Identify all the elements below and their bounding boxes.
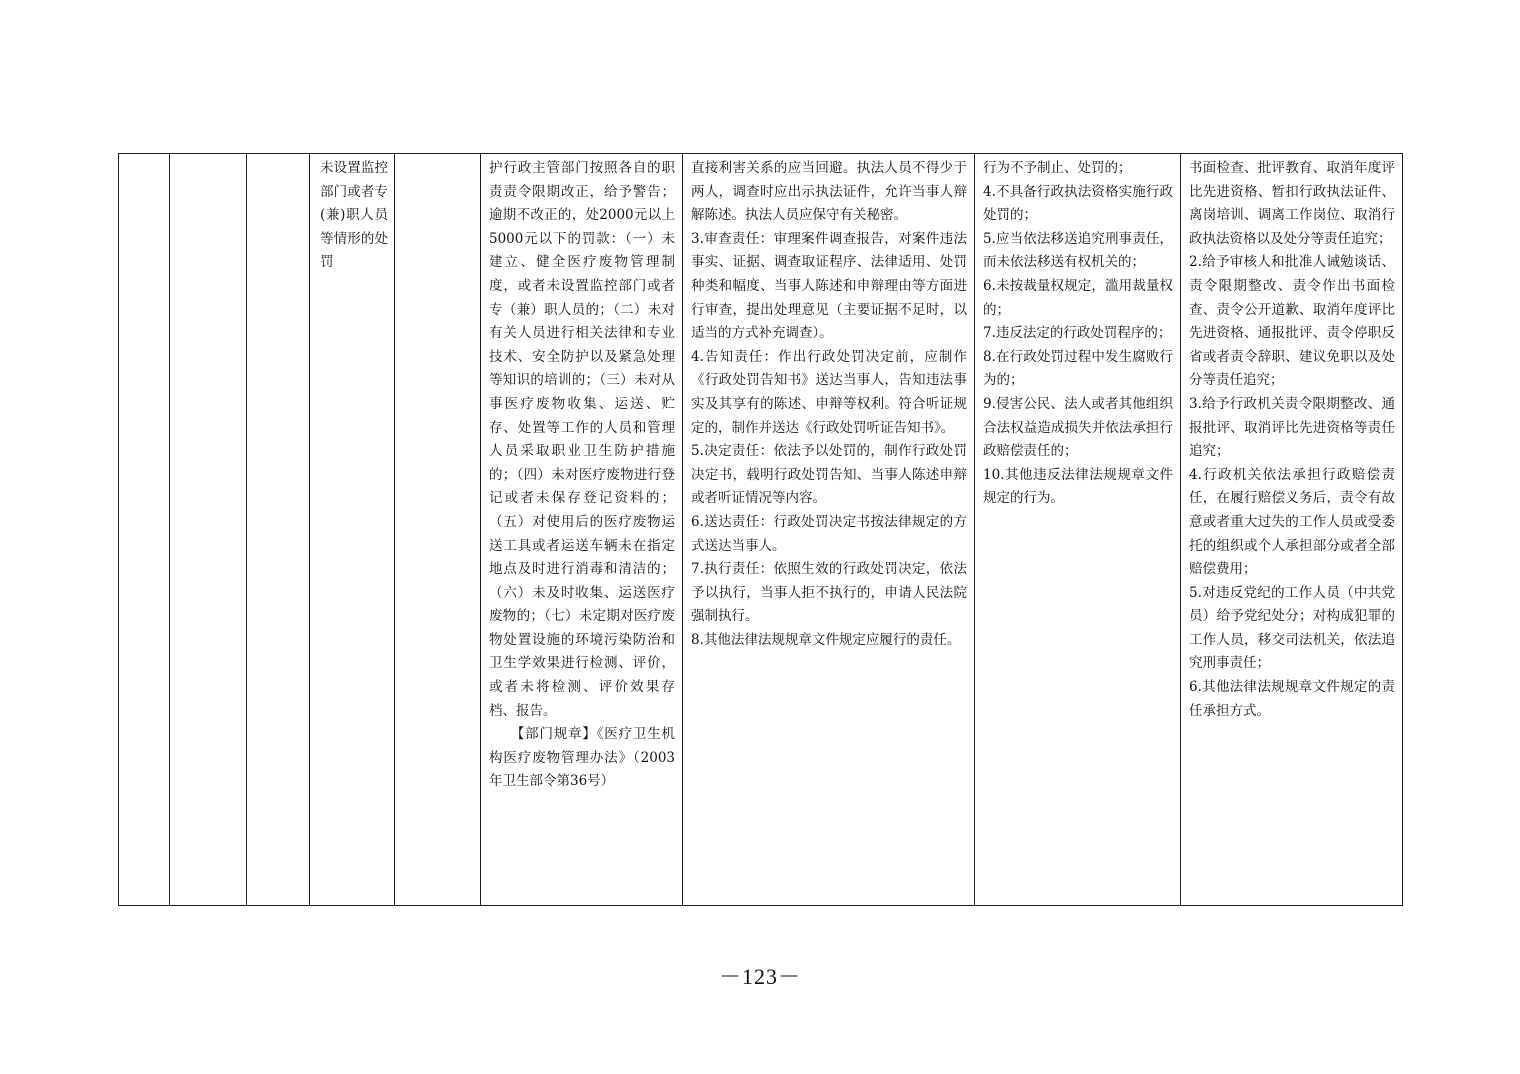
page-number: －123－	[718, 964, 801, 989]
table-cell-col1	[119, 154, 170, 906]
legal-basis-text: 护行政主管部门按照各自的职责责令限期改正，给予警告；逾期不改正的，处2000元以上5000元以下的罚款：（一）未建立、健全医疗废物管理制度，或者未设置监控部门或者专（兼）职人员的；（二）未对有关人员进行相关法律和专业技术、安全防护以及紧急处理等知识的培训的；（三）未对从事医疗废物收集、运送、贮存、处置等工作的人员和管理人员采取职业卫生防护措施的；（四）未对医疗废物进行登记或者未保存登记资料的；（五）对使用后的医疗废物运送工具或者运送车辆未在指定地点及时进行消毒和清洁的；（六）未及时收集、运送医疗废物的；（七）未定期对医疗废物处置设施的环境污染防治和卫生学效果进行检测、评价，或者未将检测、评价效果存档、报告。 【部门规章】《医疗卫生机构医疗废物管理办法》（2003年卫生部令第36号）	[489, 160, 675, 790]
table-cell-item-name	[310, 154, 395, 906]
table-cell-col5	[395, 154, 481, 906]
table-cell-responsibilities	[683, 154, 975, 906]
table-cell-col3	[247, 154, 310, 906]
table-cell-accountability-methods	[1181, 154, 1403, 906]
table-cell-accountability-cases	[975, 154, 1181, 906]
item-name-text: 未设置监控部门或者专(兼)职人员等情形的处罚	[320, 160, 388, 271]
table-cell-legal-basis	[481, 154, 683, 906]
responsibilities-text: 直接利害关系的应当回避。执法人员不得少于两人，调查时应出示执法证件，允许当事人辩解陈述。执法人员应保守有关秘密。 3.审查责任：审理案件调查报告，对案件违法事实、证据、调查取证程序、法律适用、处罚种类和幅度、当事人陈述和申辩理由等方面进行审查，提出处理意见（主要证据不足时，以适当的方式补充调查）。 4.告知责任：作出行政处罚决定前，应制作《行政处罚告知书》送达当事人，告知违法事实及其享有的陈述、申辩等权利。符合听证规定的，制作并送达《行政处罚听证告知书》。 5.决定责任：依法予以处罚的，制作行政处罚决定书，载明行政处罚告知、当事人陈述申辩或者听证情况等内容。 6.送达责任：行政处罚决定书按法律规定的方式送达当事人。 7.执行责任：依照生效的行政处罚决定，依法予以执行，当事人拒不执行的，申请人民法院强制执行。 8.其他法律法规规章文件规定应履行的责任。	[691, 160, 967, 648]
accountability-cases-text: 行为不予制止、处罚的； 4.不具备行政执法资格实施行政处罚的； 5.应当依法移送追究刑事责任，而未依法移送有权机关的； 6.未按裁量权规定，滥用裁量权的； 7.违反法定的行政处罚程序的； 8.在行政处罚过程中发生腐败行为的； 9.侵害公民、法人或者其他组织合法权益造成损失并依法承担行政赔偿责任的； 10.其他违反法律法规规章文件规定的行为。	[983, 160, 1173, 507]
table-row	[119, 154, 1403, 906]
responsibility-table	[118, 153, 1403, 906]
accountability-methods-text: 书面检查、批评教育、取消年度评比先进资格、暂扣行政执法证件、离岗培训、调离工作岗位、取消行政执法资格以及处分等责任追究； 2.给予审核人和批准人诫勉谈话、责令限期整改、责令作出书面检查、责令公开道歉、取消年度评比先进资格、通报批评、责令停职反省或者责令辞职、建议免职以及处分等责任追究； 3.给予行政机关责令限期整改、通报批评、取消评比先进资格等责任追究； 4.行政机关依法承担行政赔偿责任，在履行赔偿义务后，责令有故意或者重大过失的工作人员或受委托的组织或个人承担部分或者全部赔偿费用； 5.对违反党纪的工作人员（中共党员）给予党纪处分；对构成犯罪的工作人员，移交司法机关，依法追究刑事责任； 6.其他法律法规规章文件规定的责任承担方式。	[1189, 160, 1395, 719]
table-cell-col2	[170, 154, 247, 906]
